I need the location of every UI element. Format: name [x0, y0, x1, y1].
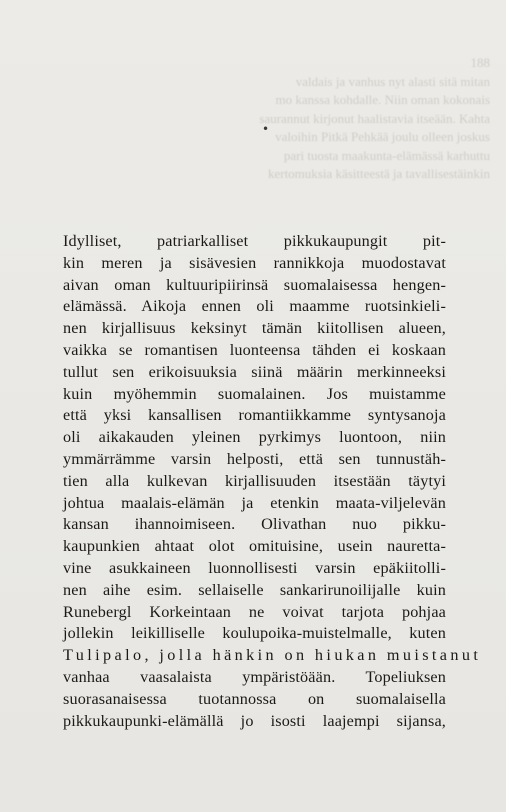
text-line: Idylliset, patriarkalliset pikkukaupungit pit- — [63, 232, 446, 250]
text-line: kuin myöhemmin suomalainen. Jos muistamme — [63, 384, 446, 403]
text-line: ymmärrämme varsin helposti, että sen tunnustäh- — [63, 449, 446, 468]
text-line: kaupunkien ahtaat olot omituisine, usein nauretta- — [63, 537, 446, 556]
text-line: että yksi kansallisen romantiikkamme syntysanoja — [63, 406, 446, 425]
text-line: nen aihe esim. sellaiselle sankarirunoilijalle kuin — [63, 580, 446, 599]
text-line: vanhaa vaasalaista ympäristöään. Topeliuksen — [63, 667, 446, 686]
text-line: elämässä. Aikoja ennen oli maamme ruotsinkieli- — [63, 297, 446, 316]
text-line: aivan oman kultuuripiirinsä suomalaisessa hengen- — [63, 275, 446, 294]
text-line: oli aikakauden yleinen pyrkimys luontoon, niin — [63, 428, 446, 447]
text-line: tullut sen erikoisuuksia siinä määrin merkinneeksi — [63, 362, 446, 381]
text-line: vine asukkaineen luonnollisesti varsin epäkiitolli- — [63, 558, 446, 577]
text-line: kansan ihannoimiseen. Olivathan nuo pikku- — [63, 515, 446, 534]
bleed-line: saurannut kirjonut haalistavia itseään. Kahta — [259, 110, 490, 126]
text-line: kin meren ja sisävesien rannikkoja muodostavat — [63, 253, 446, 272]
body-paragraph — [63, 231, 482, 732]
bleed-line: valdais ja vanhus nyt alasti sitä mitan — [295, 73, 490, 89]
text-line: vaikka se romantisen luonteensa tähden ei koskaan — [63, 340, 446, 359]
text-line: Tulipalo, jolla hänkin on hiukan muistanut — [63, 646, 482, 665]
text-line: johtua maalais-elämän ja etenkin maata-viljelevän — [63, 493, 446, 512]
bleed-line: pari tuosta maakunta-elämässä karhuttu — [283, 147, 490, 163]
text-line: nen kirjallisuus keksinyt tämän kiitollisen alueen, — [63, 319, 446, 338]
text-line: Runebergl Korkeintaan ne voivat tarjota pohjaa — [63, 602, 446, 621]
bleed-line: valoihin Pitkä Pehkää joulu olleen joskus — [275, 129, 490, 144]
text-line: pikkukaupunki-elämällä jo isosti laajempi sijansa, — [63, 711, 446, 730]
text-line: jollekin leikilliselle koulupoika-muistelmalle, kuten — [63, 624, 446, 643]
ink-mark: • — [262, 122, 270, 136]
text-line: suorasanaisessa tuotannossa on suomalaisella — [63, 689, 446, 708]
bleed-line: 188 — [470, 55, 490, 70]
text-line: tien alla kulkevan kirjallisuuden itsestään täytyi — [63, 471, 446, 490]
bleed-line: kertomuksia käsitteestä ja tavallisestäinkin — [267, 166, 490, 181]
bleed-line: mo kanssa kohdalle. Niin oman kokonais — [275, 92, 490, 107]
bleed-through-text — [190, 54, 490, 184]
